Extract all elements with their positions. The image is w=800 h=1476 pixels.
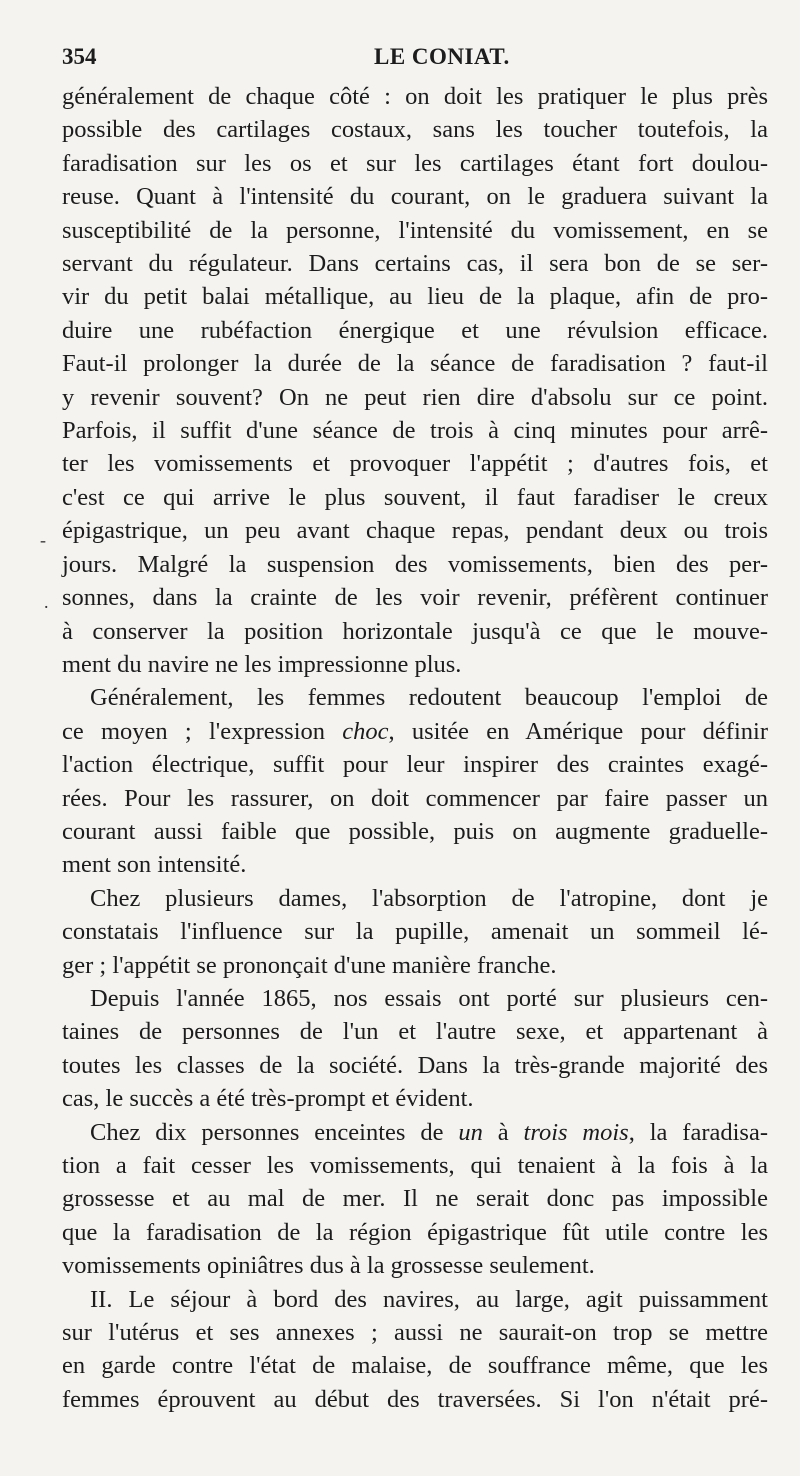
text-line: servant du régulateur. Dans certains cas, il sera bon de se ser- xyxy=(62,250,768,278)
text-line: vomissements opiniâtres dus à la grossesse seulement. xyxy=(62,1252,595,1280)
text-line: généralement de chaque côté : on doit les pratiquer le plus près xyxy=(62,83,768,110)
text-line: susceptibilité de la personne, l'intensité du vomissement, en se xyxy=(62,216,768,244)
text-line: ger ; l'appétit se prononçait d'une manière franche. xyxy=(62,951,557,979)
text-line: ce moyen ; l'expression choc, usitée en Amérique pour définir xyxy=(62,717,768,745)
text-line: Généralement, les femmes redoutent beaucoup l'emploi de xyxy=(90,684,768,712)
text-line: cas, le succès a été très-prompt et évident. xyxy=(62,1085,474,1113)
text-line: sonnes, dans la crainte de les voir revenir, préfèrent continuer xyxy=(62,584,768,612)
page-header xyxy=(62,44,762,76)
margin-mark: - xyxy=(40,530,46,550)
text-line: rées. Pour les rassurer, on doit commencer par faire passer un xyxy=(62,784,768,812)
text-line: faradisation sur les os et sur les cartilages étant fort doulou- xyxy=(62,149,768,177)
text-line: reuse. Quant à l'intensité du courant, on le graduera suivant la xyxy=(62,183,768,211)
page-number: 354 xyxy=(62,44,97,69)
text-line: jours. Malgré la suspension des vomissements, bien des per- xyxy=(62,550,768,578)
text-line: grossesse et au mal de mer. Il ne serait donc pas impossible xyxy=(62,1185,768,1213)
text-line: tion a fait cesser les vomissements, qui tenaient à la fois à la xyxy=(62,1152,768,1179)
text-line: Chez dix personnes enceintes de un à trois mois, la faradisa- xyxy=(90,1118,768,1146)
text-line: Chez plusieurs dames, l'absorption de l'atropine, dont je xyxy=(90,884,768,912)
text-line: que la faradisation de la région épigastrique fût utile contre les xyxy=(62,1218,768,1246)
text-line: l'action électrique, suffit pour leur inspirer des craintes exagé- xyxy=(62,751,768,779)
text-line: duire une rubéfaction énergique et une révulsion efficace. xyxy=(62,316,768,344)
text-line: sur l'utérus et ses annexes ; aussi ne saurait-on trop se mettre xyxy=(62,1319,768,1347)
text-line: à conserver la position horizontale jusqu'à ce que le mouve- xyxy=(62,617,768,645)
text-line: taines de personnes de l'un et l'autre sexe, et appartenant à xyxy=(62,1018,768,1046)
text-line: toutes les classes de la société. Dans la très-grande majorité des xyxy=(62,1051,768,1079)
running-head: LE CONIAT. xyxy=(374,44,510,69)
text-line: constatais l'influence sur la pupille, amenait un sommeil lé- xyxy=(62,918,768,946)
text-line: épigastrique, un peu avant chaque repas, pendant deux ou trois xyxy=(62,517,768,545)
text-line: en garde contre l'état de malaise, de souffrance même, que les xyxy=(62,1352,768,1380)
text-line: y revenir souvent? On ne peut rien dire d'absolu sur ce point. xyxy=(62,383,768,411)
text-line: vir du petit balai métallique, au lieu de la plaque, afin de pro- xyxy=(62,283,768,311)
text-line: possible des cartilages costaux, sans les toucher toutefois, la xyxy=(62,116,768,144)
margin-mark: . xyxy=(44,592,49,612)
text-line: femmes éprouvent au début des traversées. Si l'on n'était pré- xyxy=(62,1385,768,1413)
text-line: Depuis l'année 1865, nos essais ont porté sur plusieurs cen- xyxy=(90,984,768,1012)
text-line: courant aussi faible que possible, puis on augmente graduelle- xyxy=(62,817,768,845)
text-line: II. Le séjour à bord des navires, au large, agit puissamment xyxy=(90,1285,768,1313)
body-text xyxy=(62,80,768,1416)
text-line: c'est ce qui arrive le plus souvent, il faut faradiser le creux xyxy=(62,483,768,511)
text-line: ment son intensité. xyxy=(62,851,247,879)
text-line: Parfois, il suffit d'une séance de trois à cinq minutes pour arrê- xyxy=(62,417,768,445)
text-line: ment du navire ne les impressionne plus. xyxy=(62,650,462,678)
text-line: Faut-il prolonger la durée de la séance de faradisation ? faut-il xyxy=(62,350,768,378)
text-line: ter les vomissements et provoquer l'appétit ; d'autres fois, et xyxy=(62,450,768,478)
